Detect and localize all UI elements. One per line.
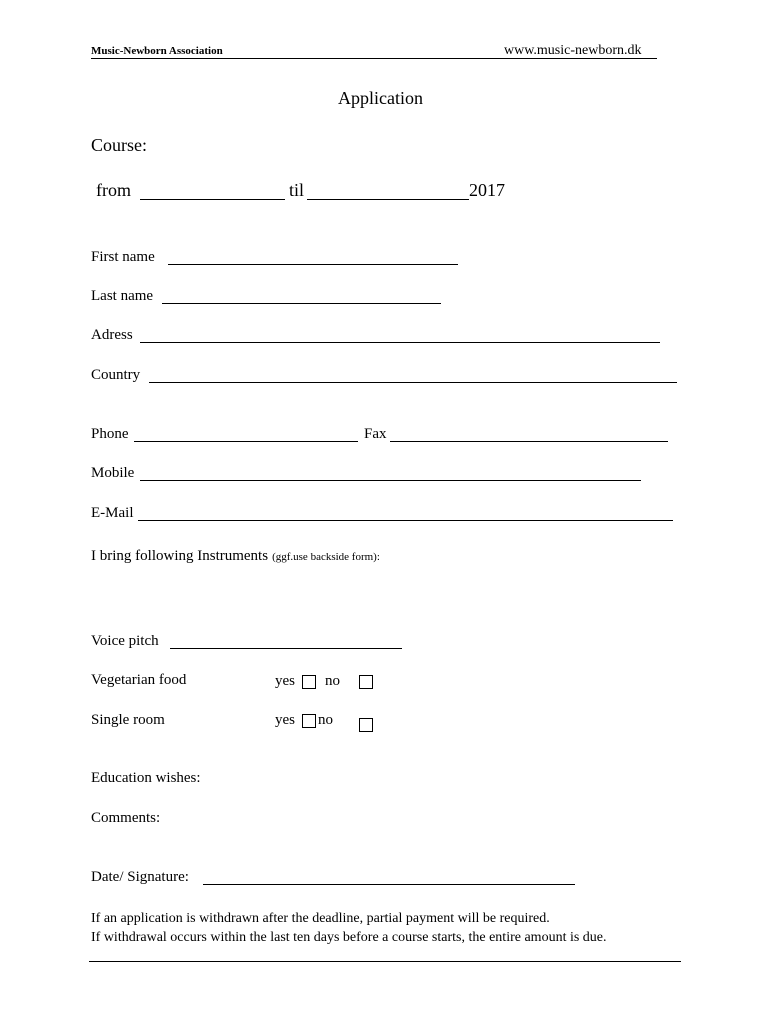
date-signature-label: Date/ Signature:	[91, 869, 189, 885]
instruments-label: I bring following Instruments	[91, 548, 269, 564]
email-label: E-Mail	[91, 505, 134, 521]
first-name-field[interactable]	[168, 264, 458, 265]
education-wishes-label: Education wishes:	[91, 770, 201, 786]
withdrawal-note-1: If an application is withdrawn after the deadline, partial payment will be required.	[91, 911, 550, 926]
footer-divider	[89, 961, 681, 962]
instruments-note: (ggf.use backside form):	[272, 551, 380, 563]
phone-label: Phone	[91, 426, 129, 442]
address-field[interactable]	[140, 342, 660, 343]
til-date-field[interactable]	[307, 199, 469, 200]
vegetarian-label: Vegetarian food	[91, 672, 187, 688]
organization-name: Music-Newborn Association	[91, 45, 223, 57]
mobile-field[interactable]	[140, 480, 641, 481]
fax-field[interactable]	[390, 441, 668, 442]
vegetarian-no-label: no	[325, 673, 340, 689]
address-label: Adress	[91, 327, 133, 343]
single-room-yes-checkbox[interactable]	[302, 714, 316, 728]
comments-label: Comments:	[91, 810, 161, 826]
website-url[interactable]: www.music-newborn.dk	[504, 43, 642, 58]
country-field[interactable]	[149, 382, 677, 383]
from-date-field[interactable]	[140, 199, 285, 200]
voice-pitch-field[interactable]	[170, 648, 402, 649]
single-room-no-label: no	[318, 712, 333, 728]
phone-field[interactable]	[134, 441, 358, 442]
til-label: til	[289, 180, 305, 200]
country-label: Country	[91, 367, 141, 383]
page-title: Application	[338, 88, 423, 108]
fax-label: Fax	[364, 426, 387, 442]
course-year: 2017	[469, 180, 505, 200]
date-signature-field[interactable]	[203, 884, 575, 885]
single-room-label: Single room	[91, 712, 165, 728]
last-name-field[interactable]	[162, 303, 441, 304]
voice-pitch-label: Voice pitch	[91, 633, 159, 649]
mobile-label: Mobile	[91, 465, 135, 481]
vegetarian-yes-checkbox[interactable]	[302, 675, 316, 689]
email-field[interactable]	[138, 520, 673, 521]
first-name-label: First name	[91, 249, 155, 265]
vegetarian-yes-label: yes	[275, 673, 295, 689]
single-room-yes-label: yes	[275, 712, 295, 728]
last-name-label: Last name	[91, 288, 154, 304]
from-label: from	[96, 180, 131, 200]
withdrawal-note-2: If withdrawal occurs within the last ten days before a course starts, the entire amount is due.	[91, 930, 607, 945]
instruments-row	[91, 547, 380, 565]
single-room-no-checkbox[interactable]	[359, 718, 373, 732]
vegetarian-no-checkbox[interactable]	[359, 675, 373, 689]
course-label: Course:	[91, 135, 147, 155]
